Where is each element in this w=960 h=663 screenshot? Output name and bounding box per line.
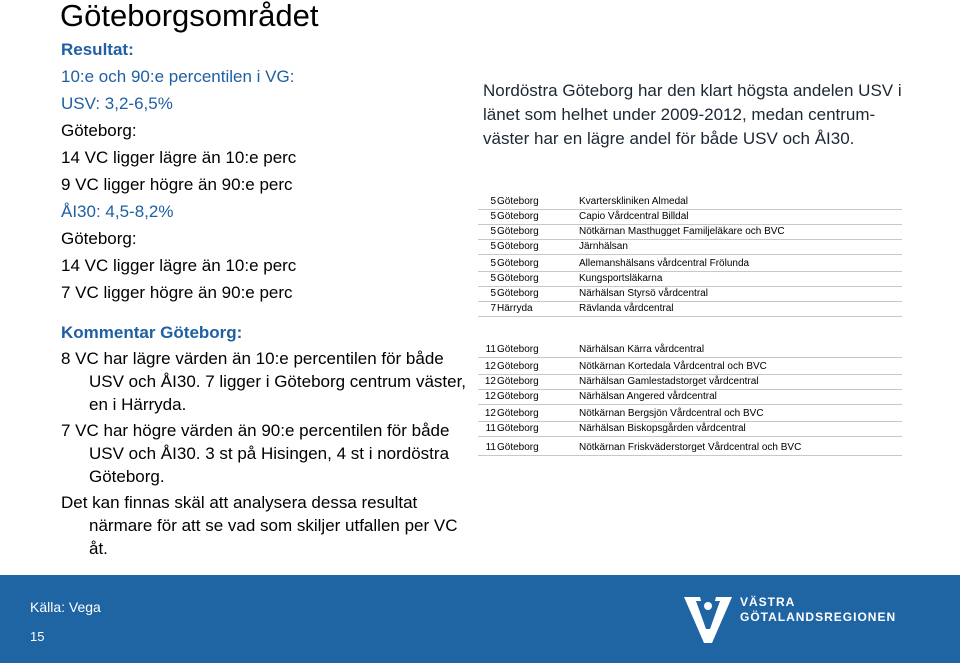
comment-paragraph: 8 VC har lägre värden än 10:e percentilen för både USV och ÅI30. 7 ligger i Göteborg centrum väster, en i Härryda.	[61, 349, 467, 414]
ai-low-count: 14 VC ligger lägre än 10:e perc	[61, 256, 297, 275]
table-row	[478, 441, 902, 456]
source-label: Källa: Vega	[30, 599, 101, 615]
row-municipality: Göteborg	[497, 361, 539, 372]
page-title: Göteborgsområdet	[60, 0, 319, 33]
row-score: 7	[490, 303, 496, 314]
row-municipality: Göteborg	[497, 273, 539, 284]
table-row	[478, 240, 902, 255]
table-row	[478, 257, 902, 272]
row-score: 11	[485, 442, 496, 453]
high-percentile-table	[478, 343, 902, 456]
table-row	[478, 360, 902, 375]
row-municipality: Göteborg	[497, 196, 539, 207]
row-municipality: Härryda	[497, 303, 533, 314]
row-clinic: Närhälsan Gamlestadstorget vårdcentral	[579, 376, 759, 387]
row-municipality: Göteborg	[497, 226, 539, 237]
vgr-emblem-icon	[682, 591, 734, 647]
vgr-logo	[682, 591, 942, 647]
ai-range: ÅI30: 4,5-8,2%	[61, 202, 174, 221]
row-score: 12	[484, 391, 496, 402]
row-score: 11	[485, 344, 496, 355]
row-municipality: Göteborg	[497, 442, 539, 453]
ai-city-label: Göteborg:	[61, 229, 137, 248]
row-score: 5	[490, 273, 496, 284]
row-score: 5	[490, 226, 496, 237]
usv-range: USV: 3,2-6,5%	[61, 94, 173, 113]
comment-paragraph: 7 VC har högre värden än 90:e percentilen för både USV och ÅI30. 3 st på Hisingen, 4 st i nordöstra Göteborg.	[61, 421, 450, 486]
row-score: 12	[484, 376, 496, 387]
row-score: 5	[490, 288, 496, 299]
row-score: 12	[484, 408, 496, 419]
row-clinic: Capio Vårdcentral Billdal	[579, 211, 689, 222]
ai-high-count: 7 VC ligger högre än 90:e perc	[61, 283, 293, 302]
page-number: 15	[30, 629, 45, 644]
comment-section	[61, 321, 471, 560]
row-municipality: Göteborg	[497, 376, 539, 387]
comment-paragraph: Det kan finnas skäl att analysera dessa resultat närmare för att se vad som skiljer utfallen per VC åt.	[61, 493, 458, 558]
table-row	[478, 390, 902, 405]
row-municipality: Göteborg	[497, 241, 539, 252]
percentile-title: 10:e och 90:e percentilen i VG:	[61, 67, 295, 86]
row-score: 11	[485, 423, 496, 434]
row-municipality: Göteborg	[497, 344, 539, 355]
logo-line-2: GÖTALANDSREGIONEN	[740, 610, 897, 624]
results-list	[61, 36, 296, 306]
row-clinic: Nötkärnan Masthugget Familjeläkare och BVC	[579, 226, 785, 237]
table-row	[478, 272, 902, 287]
row-score: 5	[490, 211, 496, 222]
table-row	[478, 225, 902, 240]
row-municipality: Göteborg	[497, 408, 539, 419]
row-score: 5	[490, 241, 496, 252]
row-clinic: Kvarterskliniken Almedal	[579, 196, 688, 207]
table-row	[478, 195, 902, 210]
usv-low-count: 14 VC ligger lägre än 10:e perc	[61, 148, 297, 167]
comment-heading: Kommentar Göteborg:	[61, 323, 243, 342]
nordost-summary: Nordöstra Göteborg har den klart högsta andelen USV i länet som helhet under 2009-2012, medan centrum-väster har en lägre andel för både USV och ÅI30.	[483, 81, 902, 148]
row-municipality: Göteborg	[497, 258, 539, 269]
logo-line-1: VÄSTRA	[740, 595, 796, 609]
row-municipality: Göteborg	[497, 391, 539, 402]
usv-high-count: 9 VC ligger högre än 90:e perc	[61, 175, 293, 194]
low-percentile-table	[478, 195, 902, 317]
results-heading: Resultat:	[61, 40, 134, 59]
table-row	[478, 375, 902, 390]
row-score: 5	[490, 258, 496, 269]
usv-city-label: Göteborg:	[61, 121, 137, 140]
table-row	[478, 422, 902, 437]
row-municipality: Göteborg	[497, 288, 539, 299]
row-clinic: Närhälsan Styrsö vårdcentral	[579, 288, 708, 299]
footer-bar	[0, 575, 960, 663]
row-municipality: Göteborg	[497, 423, 539, 434]
table-row	[478, 343, 902, 358]
row-municipality: Göteborg	[497, 211, 539, 222]
row-clinic: Järnhälsan	[579, 241, 628, 252]
row-clinic: Nötkärnan Kortedala Vårdcentral och BVC	[579, 361, 767, 372]
row-clinic: Närhälsan Biskopsgården vårdcentral	[579, 423, 746, 434]
row-clinic: Kungsportsläkarna	[579, 273, 663, 284]
row-clinic: Närhälsan Angered vårdcentral	[579, 391, 717, 402]
row-clinic: Nötkärnan Bergsjön Vårdcentral och BVC	[579, 408, 764, 419]
row-clinic: Allemanshälsans vårdcentral Frölunda	[579, 258, 750, 269]
row-score: 5	[490, 196, 496, 207]
table-row	[478, 210, 902, 225]
row-clinic: Rävlanda vårdcentral	[579, 303, 674, 314]
table-row	[478, 407, 902, 422]
row-clinic: Nötkärnan Friskväderstorget Vårdcentral och BVC	[579, 442, 802, 453]
row-score: 12	[484, 361, 496, 372]
table-row	[478, 302, 902, 317]
table-row	[478, 287, 902, 302]
row-clinic: Närhälsan Kärra vårdcentral	[579, 344, 705, 355]
